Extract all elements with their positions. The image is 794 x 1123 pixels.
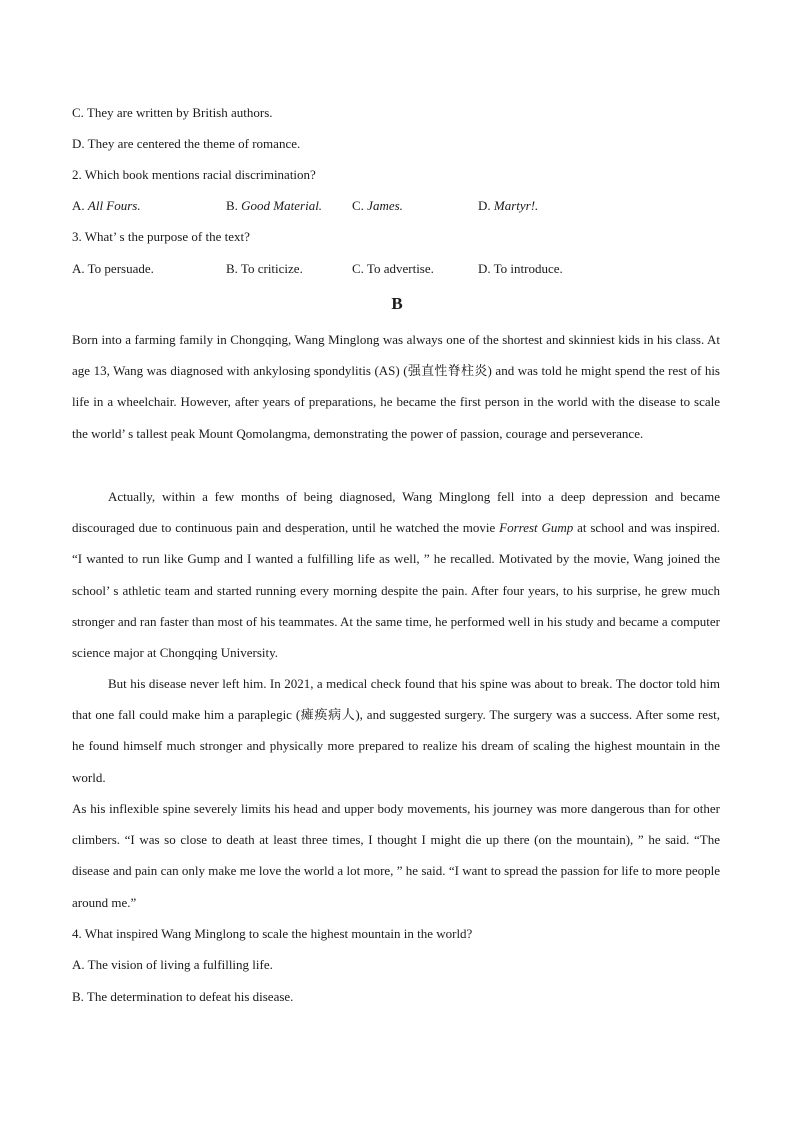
q2-option-d: D. Martyr!. bbox=[478, 198, 539, 213]
passage-paragraph-2: Actually, within a few months of being diagnosed, Wang Minglong fell into a deep depression and became discouraged due to continuous pain and desperation, until he watched the movie Forrest Gump at school and was inspired. “I wanted to run like Gump and I wanted a fulfilling life as well, ” he recalled. Motivated by the movie, Wang joined the school’ s athletic team and started running every morning despite the pain. After four years, to his surprise, he grew much stronger and ran faster than most of his teammates. At the same time, he performed well in his study and became a computer science major at Chongqing University. bbox=[72, 489, 720, 661]
q4-option-a: A. The vision of living a fulfilling life. bbox=[72, 957, 273, 972]
q1-option-d: D. They are centered the theme of romance. bbox=[72, 136, 301, 151]
q1-option-c: C. They are written by British authors. bbox=[72, 105, 273, 120]
q3-option-c: C. To advertise. bbox=[352, 261, 434, 276]
section-b-title: B bbox=[391, 294, 403, 313]
q2-stem: 2. Which book mentions racial discrimination? bbox=[72, 167, 316, 182]
movie-title: Forrest Gump bbox=[499, 520, 574, 536]
q3-stem: 3. What’ s the purpose of the text? bbox=[72, 229, 250, 244]
passage-paragraph-1: Born into a farming family in Chongqing, Wang Minglong was always one of the shortest and skinniest kids in his class. At age 13, Wang was diagnosed with ankylosing spondylitis (AS) (强直性脊柱炎) and was told he might spend the rest of his life in a wheelchair. However, after years of preparations, he became the first person in the world with the disease to scale the world’ s tallest peak Mount Qomolangma, demonstrating the power of passion, courage and perseverance. bbox=[72, 332, 720, 441]
q4-stem: 4. What inspired Wang Minglong to scale the highest mountain in the world? bbox=[72, 926, 473, 941]
q2-option-a: A. All Fours. bbox=[72, 198, 141, 213]
passage-paragraph-4: As his inflexible spine severely limits his head and upper body movements, his journey was more dangerous than for other climbers. “I was so close to death at least three times, I thought I might die up there (on the mountain), ” he said. “The disease and pain can only make me love the world a lot more, ” he said. “I want to spread the passion for life to more people around me.” bbox=[72, 801, 720, 910]
q4-option-b: B. The determination to defeat his disease. bbox=[72, 989, 294, 1004]
q2-option-b: B. Good Material. bbox=[226, 198, 323, 213]
passage-paragraph-3: But his disease never left him. In 2021, a medical check found that his spine was about to break. The doctor told him that one fall could make him a paraplegic (瘫痪病人), and suggested surgery. The surgery was a success. After some rest, he found himself much stronger and physically more prepared to realize his dream of scaling the highest mountain in the world. bbox=[72, 676, 720, 785]
q2-option-c: C. James. bbox=[352, 198, 403, 213]
q3-option-b: B. To criticize. bbox=[226, 261, 303, 276]
q3-option-d: D. To introduce. bbox=[478, 261, 563, 276]
q3-option-a: A. To persuade. bbox=[72, 261, 154, 276]
